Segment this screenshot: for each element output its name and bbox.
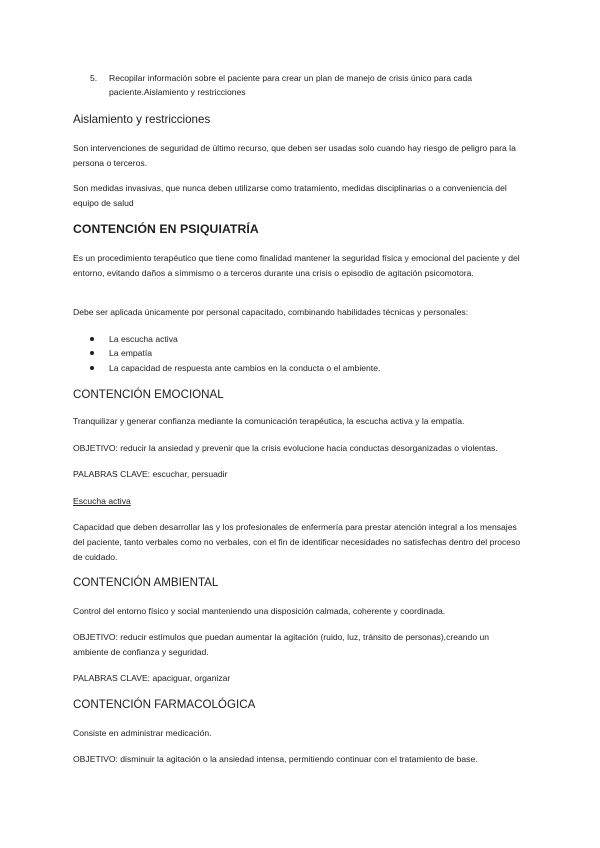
list-item-text: Recopilar información sobre el paciente para crear un plan de manejo de crisis único para cada paciente.Aislamiento y restricciones: [109, 73, 473, 97]
list-item-5: [92, 71, 532, 99]
bullet-item: La capacidad de respuesta ante cambios en la conducta o el ambiente.: [90, 361, 380, 375]
bullet-list: [90, 332, 380, 375]
heading-emocional: CONTENCIÓN EMOCIONAL: [73, 388, 224, 401]
paragraph-ambiental-1: Control del entorno físico y social manteniendo una disposición calmada, coherente y coordinada.: [73, 606, 446, 616]
heading-aislamiento: Aislamiento y restricciones: [73, 113, 211, 126]
objetivo-farmacologica: OBJETIVO: disminuir la agitación o la ansiedad intensa, permitiendo continuar con el tratamiento de base.: [73, 754, 478, 764]
paragraph-aislamiento-2: Son medidas invasivas, que nunca deben utilizarse como tratamiento, medidas disciplinarias o a conveniencia del equipo de salud: [73, 183, 507, 208]
paragraph-escucha-activa: Capacidad que deben desarrollar las y los profesionales de enfermería para prestar atención integral a los mensajes del paciente, tanto verbales como no verbales, con el fin de identificar necesidades no satisfechas dentro del proceso de cuidado.: [73, 522, 521, 562]
bullet-dot-icon: [90, 337, 94, 341]
paragraph-contencion-1: Es un procedimiento terapéutico que tiene como finalidad mantener la seguridad física y emocional del paciente y del entorno, evitando daños a símmismo o a terceros durante una crisis o episodio de agitación psicomotora.: [73, 253, 520, 278]
objetivo-ambiental: OBJETIVO: reducir estímulos que puedan aumentar la agitación (ruido, luz, tránsito de personas),creando un ambiente de confianza y seguridad.: [73, 632, 490, 657]
list-item-number: 5.: [90, 73, 98, 83]
paragraph-emocional-1: Tranquilizar y generar confianza mediante la comunicación terapéutica, la escucha activa y la empatía.: [73, 416, 465, 426]
paragraph-aislamiento-1: Son intervenciones de seguridad de último recurso, que deben ser usadas solo cuando hay riesgo de peligro para la persona o terceros.: [73, 143, 516, 168]
paragraph-contencion-2: Debe ser aplicada únicamente por personal capacitado, combinando habilidades técnicas y personales:: [73, 307, 469, 317]
heading-contencion-psiquiatria: CONTENCIÓN EN PSIQUIATRÍA: [73, 222, 259, 236]
bullet-dot-icon: [90, 366, 94, 370]
subheading-escucha-activa: Escucha activa: [73, 496, 131, 506]
palabras-clave-emocional: PALABRAS CLAVE: escuchar, persuadir: [73, 469, 228, 479]
paragraph-farmacologica-1: Consiste en administrar medicación.: [73, 728, 212, 738]
heading-farmacologica: CONTENCIÓN FARMACOLÓGICA: [73, 698, 256, 711]
bullet-item: La empatía: [90, 346, 380, 360]
palabras-clave-ambiental: PALABRAS CLAVE: apaciguar, organizar: [73, 673, 231, 683]
bullet-dot-icon: [90, 351, 94, 355]
bullet-item: La escucha activa: [90, 332, 380, 346]
objetivo-emocional: OBJETIVO: reducir la ansiedad y prevenir que la crisis evolucione hacia conductas desorganizadas o violentas.: [73, 443, 498, 453]
heading-ambiental: CONTENCIÓN AMBIENTAL: [73, 576, 219, 589]
